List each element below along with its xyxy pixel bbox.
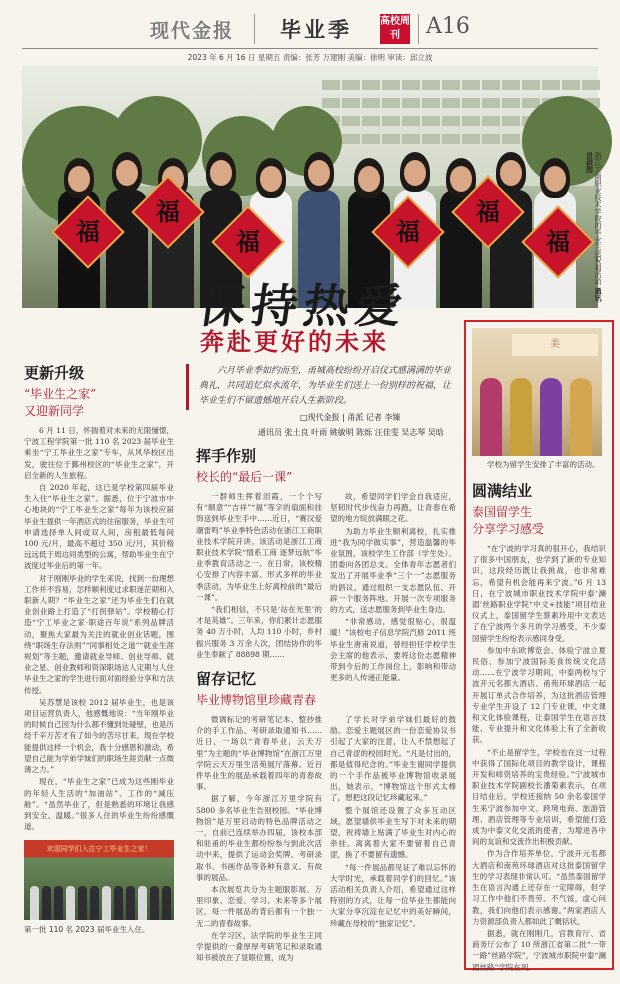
building-window [562,80,580,90]
building-window [582,80,600,90]
building-window [362,116,380,126]
fu-character: 福 [476,197,500,226]
paragraph: 在学习区，法学院的毕业生王同学提供的一叠厚厚考研笔记和录取通知书被放在了显眼位置，成为 [196,930,322,963]
building-window [322,80,340,90]
paragraph: 自 2020 年起，这已是学校第四届毕业生入住“毕业生之家”。据悉，位于宁波市中心地块的“宁工毕业生之家”每年为该校应届毕业生提供一年酒店式的住宿服务，毕业生可申请选择单人间或双人间，房租最低每间 100 元/月，最高不超过 350 元/月，其价格远远低于周边同类型的公寓，帮助毕业生在宁波度过毕业后的第一年。 [24,483,174,571]
graduate-face [210,160,232,186]
article-body [330,714,456,968]
main-headline: 保持热爱 [195,279,412,333]
fu-character: 福 [236,227,260,256]
hero-photo-caption [585,152,602,308]
masthead [0,0,620,64]
article-left-column [24,362,174,891]
building-window [442,116,460,126]
building-window [482,98,500,108]
paragraph: 参加中东欧博览会、体验宁波立夏民俗、参加宁波国际美食传统文化活动……在宁波学习期间，中泰两校与宁波开元名都大酒店、甬苑环球酒店一起开展订单式合作培养，为这批酒店管理专业学生开设了 12 门专业课，中文课和文化体验课程，让泰国学生在语言技能、专业提升和文化体验上有了全新收获。 [472,645,606,745]
student-figure [54,886,63,920]
graduate-face [116,160,138,186]
student-figure [114,886,123,920]
section-subheading: 分享学习感受 [472,522,545,536]
building-window [342,98,360,108]
paragraph: 整个展馆还设置了众多互动区域，愿望墙供毕业生写下对未来的期望，祝祷墙上贴满了毕业生对内心的牵挂。离离着大家不要留着自己青涩，换了不要留有遗憾。 [330,805,456,860]
paragraph: 了学长对学弟学妹们最好的鼓励。恋爱主题展区的一份恋爱协议书引起了大家的注意，让人不禁想起了自己青涩的校园时光。“凡是付出的，都是值得纪念的。”毕业生谢同学提供的一个手作品被毕业博物馆收录展出，她表示，“博物馆这个形式太棒了，想把这段记忆珍藏起来。” [330,715,456,803]
fu-character-decoration [521,205,595,279]
graduate-face [308,160,330,186]
paragraph: 对于刚刚毕业的学生来说，找到一份理想工作并不容易，怎样顺利度过求职迷茫期和入职新人期？“毕业生之家”还为毕业生们在就业创业路上打造了“打拐驿站”。学校精心打造“宁工毕业之家·职途百年说”系列品牌活动，聚焦大家最为关注的就业创业话题，围绕“职场生存法则”“同事相处之道”“就业生涯规划”等主题，邀请就业导师、创业导师、就业之星、创业教师和资深职场达人定期与人住毕业生之家的学生进行面对面经验分享和方法传授。 [24,573,174,695]
fu-character-decoration [51,195,125,269]
building-window [482,80,500,90]
newspaper-brand: 现代金报 [150,20,235,42]
building-window [382,116,400,126]
paragraph: 现在，“毕业生之家”已成为这些刚毕业的年轻人生活的“加油站”、工作的“减压舱”。“虽然毕业了，但是熟悉的环境让我感到安全、温暖。”很多人住的毕业生纷纷感慨道。 [24,777,174,832]
fu-character-decoration [131,175,205,249]
lead-paragraph [186,364,456,410]
building-window [502,116,520,126]
building-window [442,80,460,90]
page-number: A16 [426,14,470,39]
paragraph: 作为合作培养单位，宁波开元名都大酒店和南苑环球酒店对这批泰国留学生的学习表现非常认可。“虽然泰国留学生在语言沟通上还存在一定障碍，但学习工作中他们不畏劳、不气馁，虚心问教，我们向他们表示感谢。”两家酒店人力资源部负责人都如此了概括状。 [472,849,606,926]
paragraph: 6 月 11 日，怀揣着对未来的无限憧憬，宁波工程学院第一批 110 名 2023 届毕业生乘坐“宁工毕业生之家”专车，从风华校区出发，驶往位于鄞州校区的“毕业生之家”，开启全新的人生旅程。 [24,426,174,480]
student-figure [150,886,159,920]
student-figure [138,886,147,920]
hero-caption-credit: 通讯员供图 [585,152,602,302]
fu-character-decoration [211,205,285,279]
building-window [342,116,360,126]
building-window [502,80,520,90]
student-figure [30,886,39,920]
building-window [402,80,420,90]
graduate-face [500,160,522,186]
masthead-divider [254,14,255,44]
dormitory-photo [24,840,174,920]
building-window [362,80,380,90]
lead-text: 六月毕业季如约而至，甬城高校纷纷开启仪式感满满的毕业典礼，共同追忆似水流年，为毕业生们送上一份别样的祝福，让毕业生们不留遗憾地开启人生新阶段。 [199,366,452,406]
graduate-face [358,166,380,192]
building-window [382,98,400,108]
article-body [196,491,322,659]
masthead-divider [418,14,419,44]
masthead-rule [22,48,598,49]
graduate-face [544,166,566,192]
article-body [472,543,606,972]
section-subheading: 又迎新同学 [24,404,85,418]
building-window [462,116,480,126]
student-figure [162,886,171,920]
paragraph: “我们相信，不只是‘站在光里’的才是英雄”。三年来，你们累计志愿服务 40 万小时，人均 110 小时，乡村振兴服务 3 万余人次，团结协作的毕业生奉献了 88898 期…… [196,605,322,659]
graduate-face [404,160,426,186]
article-body [24,425,174,891]
paragraph: 据了解，今年浙江万里学院有 5800 多名毕业生告别校园。“毕业博物馆”是万里启动的特色品牌活动之一，自前已连续举办四届，该校本部和驻甬的毕业生都纷纷参与到此次活动中来，提供了运动会奖牌、考研录取书、书画作品等各种有意义、有故事的展品。 [196,794,322,882]
graduate-face [68,166,90,192]
fu-character: 福 [76,217,100,246]
fu-character-decoration [371,195,445,269]
student-figure [480,378,502,456]
paragraph: “每一件展品都见证了难以忘怀的大学时光，承载着同学们的回忆。”该活动相关负责人介绍，希望通过这样特别的方式，让每一位毕业生都能向大家分享沉淀在记忆中的美好瞬间，珍藏在母校的“独家记忆”。 [330,862,456,928]
building-window [542,80,560,90]
student-figure [126,886,135,920]
paragraph: “不止是留学生，学校也在这一过程中获得了国际化项目的教学设计，课程开发和师资培养的宝贵经验。”宁波城市职业技术学院副校长潘菊素表示，在项目结业后，学校还接纳 50 余名泰国学生来宁波参加中文、跨境电商、旅游管理、酒店管理等专业培训，希望能打造成为中泰文化交流的使者，为增进各中间的友谊和交流作出积极贡献。 [472,747,606,847]
student-figure [570,378,592,456]
sub-headline: 奔赴更好的未来 [200,327,389,356]
fu-character: 福 [156,197,180,226]
building-window [522,80,540,90]
article-body [196,714,322,968]
student-figure [510,378,532,456]
fu-character: 福 [396,217,420,246]
paragraph: 本次展览共分为主题服影展、万里印象、恋爱、学习、未来等多个展区，每一件展品的背后都有一个独一无二的青春故事。 [196,885,322,928]
building-window [442,98,460,108]
building-window [362,98,380,108]
building-window [322,98,340,108]
fu-character-decoration [451,175,525,249]
byline-reporter: □现代金报 | 甬派 记者 李臻 [300,413,401,422]
section-subheading: 校长的“最后一课” [196,470,293,484]
building-window [342,80,360,90]
paragraph: 据悉，就在刚刚几，宫教育厅、省商务厅公布了 10 所浙江省第二批“一带一路”丝路学院”，宁波城市职院中泰“澜湄丝路”学院在列。 [472,928,606,972]
section-subheading: “毕业生之家” [24,387,97,401]
student-figure [102,886,111,920]
byline-correspondents: 通讯员 张土良 叶雨 姚敏明 陈烁 汪佳雯 吴志琴 吴晗 [258,428,444,437]
section-heading: 挥手作别 [196,447,257,465]
issue-info: 2023 年 6 月 16 日 星期五 责编：张芳 万建刚 美编：徐明 审读：邱立波 [187,53,433,62]
building-window [482,116,500,126]
fu-character: 福 [546,227,570,256]
paragraph: “非常感动，感觉很贴心，很温暖！”该校电子信息学院汽修 2011 班毕业生唐甫说道，曾经担任学校学生会主席的他表示，要将这份志愿精神带到今后的工作岗位上，影响和带动更多的人传递正能量。 [330,617,456,683]
building-window [382,80,400,90]
paragraph: 吴苏慧是该校 2012 届毕业生，也是该项目运营负责人，他感慨地说：“当年刚毕业的时候自己因为什么都不懂到处碰壁，也是历经千辛万苦才有了如今的苦尽甘来，现在学校能提供这样一个机会，我十分感恩和激动，希望自己能为学弟学妹们的职场生涯贡献一点微薄之力。” [24,697,174,775]
building-window [502,98,520,108]
photo-sign: 美 [512,334,598,356]
student-figure [78,886,87,920]
student-figure [540,378,562,456]
photo-caption: 第一批 110 名 2023 届毕业生入住。 [24,925,150,934]
students-photo [472,328,602,456]
student-figure [42,886,51,920]
article-body [330,491,456,683]
section-heading: 留存记忆 [196,670,257,688]
article-middle-section-2 [196,668,456,968]
building-window [462,80,480,90]
paragraph: “在宁波的学习真的很开心，我结识了很多中国朋友，也学到了新的专业知识，这段经历既让我挑战，也非常难忘，希望有机会能再来宁波。”6 月 13 日，在宁波城市职业技术学院中泰‘澜湄’丝路职业学院“中文+技能”项目结业仪式上，泰国留学生蔡素玲用中文表达了在宁波两个多月的学习感受，不少泰国留学生纷纷表示感同身受。 [472,544,606,643]
section-title: 毕业季 [280,17,352,42]
paragraph: 微调标记的考研笔记本、整抄推介的手工作品、考研录取通知书……近日，一场以“青春毕业，云天万里”为主题的“毕业博物馆”在浙江万里学院云天万里生活苑展厅落幕。近百件毕业生的展品承载着四年的青春故事。 [196,715,322,792]
section-heading: 圆满结业 [472,482,533,500]
graduate-face [260,166,282,192]
building-window [402,98,420,108]
section-badge: 高校周刊 [380,14,410,44]
photo-caption: 学校为留学生安排了丰富的活动。 [487,460,600,469]
article-right-box [464,320,614,970]
student-figure [66,886,75,920]
section-subheading: 泰国留学生 [472,505,533,519]
student-figure [90,886,99,920]
section-heading: 更新升级 [24,364,85,382]
building-window [462,98,480,108]
building-window [422,80,440,90]
paragraph: 故，希望同学们学会自我适应，坚韧时代步伐奋力再跑，让青春在希望的地方绽放满眼之花。 [330,492,456,524]
section-subheading: 毕业博物馆里珍藏青春 [196,693,317,707]
paragraph: 为助力毕业生顺利离校，扎实推进“我为同学做实事”，营造温馨的毕业氛围，该校学生工作部（学生处）、团委向各团总支、全体青年志愿者们发出了开展毕业季“三个一”志愿服务的倡议，通过组织一支志愿队伍、开辟一个服务阵地、开展一次专项服务的方式，送志愿服务到毕业生身边。 [330,526,456,615]
hero-caption-text: 浙江工商职业技术学院的毕业生送祝福活动 [594,152,602,285]
building-window [422,98,440,108]
building-window [422,116,440,126]
paragraph: 一群师生挥着泪霞，一个个写有“顺意”“吉祥”“福”等字的扇面和挂饰送到毕业生手中……近日，“赛汉爱潮雷鸣”毕业季特色活动在浙江工商职业技术学院开讲。该活动是浙江工商职业技术学院“情系工商 逐梦远航”毕业季教育活动之一。在日常，该校精心安排了内容丰富、形式多样的毕业季活动，为毕业生上好离校前的“最后一课”。 [196,492,322,602]
photo-banner: 欢迎同学们入住宁工毕业生之家！ [46,845,152,853]
building-window [402,116,420,126]
